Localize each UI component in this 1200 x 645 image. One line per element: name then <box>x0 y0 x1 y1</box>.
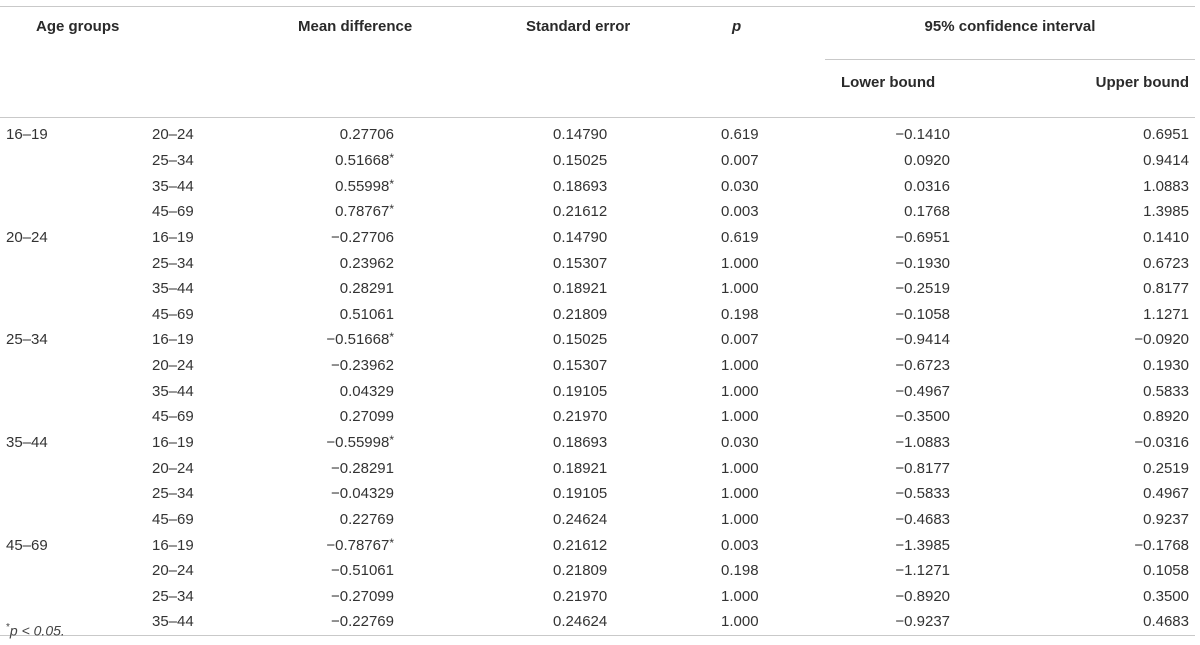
cell-compare-group: 16–19 <box>152 228 194 246</box>
cell-compare-group: 25–34 <box>152 485 194 503</box>
cell-lower-bound: −0.8920 <box>895 587 950 605</box>
cell-standard-error: 0.21809 <box>553 562 608 580</box>
cell-age-group <box>0 558 152 584</box>
cell-standard-error: 0.15307 <box>553 357 608 375</box>
cell-compare-group: 35–44 <box>152 609 262 635</box>
cell-standard-error: 0.19105 <box>553 382 608 400</box>
table-row <box>0 507 1195 533</box>
cell-compare-group: 35–44 <box>152 177 194 195</box>
cell-lower-bound: −0.6723 <box>895 357 950 375</box>
cell-standard-error: 0.21970 <box>553 408 608 426</box>
cell-upper-bound: 0.2519 <box>1143 459 1189 477</box>
cell-standard-error: 0.21612 <box>553 536 608 554</box>
cell-p-value: 0.030 <box>721 434 759 451</box>
cell-upper-bound: 1.3985 <box>1143 203 1189 221</box>
header-ci: 95% confidence interval <box>825 7 1195 60</box>
table-row <box>0 558 1195 584</box>
cell-upper-bound: 0.6723 <box>1143 254 1189 272</box>
cell-p-value: 0.198 <box>721 562 759 580</box>
cell-lower-bound: −0.1930 <box>895 254 950 272</box>
table-row <box>0 430 1195 456</box>
cell-compare-group: 35–44 <box>152 280 194 298</box>
cell-lower-bound: −1.0883 <box>895 434 950 451</box>
cell-compare-group: 20–24 <box>152 459 194 477</box>
cell-p-value: 1.000 <box>721 485 759 503</box>
cell-mean-difference: −0.27099 <box>331 587 394 605</box>
cell-p-value: 0.007 <box>721 331 759 349</box>
cell-age-group <box>0 301 152 327</box>
cell-p-value: 0.030 <box>721 177 759 195</box>
cell-mean-difference: 0.23962 <box>339 254 394 272</box>
table-row <box>0 378 1195 404</box>
significance-star: * <box>389 433 394 447</box>
table-row <box>0 250 1195 276</box>
header-standard-error: Standard error <box>462 7 705 60</box>
table-row <box>0 118 1195 148</box>
cell-p-value: 1.000 <box>721 357 759 375</box>
cell-p-value: 0.198 <box>721 305 759 323</box>
cell-standard-error: 0.24624 <box>553 510 608 528</box>
cell-standard-error: 0.21809 <box>553 305 608 323</box>
cell-age-group <box>0 507 152 533</box>
header-lower-bound: Lower bound <box>825 60 1010 118</box>
cell-lower-bound: 0.0316 <box>904 177 950 195</box>
cell-p-value: 1.000 <box>721 510 759 528</box>
cell-p-value: 1.000 <box>721 408 759 426</box>
cell-compare-group: 35–44 <box>152 382 194 400</box>
cell-compare-group: 20–24 <box>152 562 194 580</box>
cell-compare-group: 45–69 <box>152 510 194 528</box>
cell-mean-difference: −0.27706 <box>331 228 394 246</box>
table-row <box>0 173 1195 199</box>
cell-standard-error: 0.18921 <box>553 459 608 477</box>
header-p: p <box>705 7 825 60</box>
table-row <box>0 276 1195 302</box>
cell-compare-group: 20–24 <box>152 357 194 375</box>
cell-upper-bound: 0.3500 <box>1143 587 1189 605</box>
cell-upper-bound: 0.1410 <box>1143 228 1189 246</box>
cell-mean-difference: 0.22769 <box>339 510 394 528</box>
cell-age-group <box>0 250 152 276</box>
cell-compare-group: 45–69 <box>152 203 194 221</box>
cell-compare-group: 25–34 <box>152 151 194 169</box>
table-row <box>0 584 1195 610</box>
cell-p-value: 1.000 <box>721 587 759 605</box>
cell-lower-bound: −0.5833 <box>895 485 950 503</box>
cell-lower-bound: −1.3985 <box>895 536 950 554</box>
cell-lower-bound: −1.1271 <box>895 562 950 580</box>
cell-lower-bound: −0.3500 <box>895 408 950 426</box>
cell-age-group <box>0 276 152 302</box>
table-row <box>0 404 1195 430</box>
table-row <box>0 199 1195 225</box>
cell-mean-difference: 0.55998* <box>335 176 394 195</box>
cell-age-group <box>0 199 152 225</box>
cell-upper-bound: −0.0316 <box>1134 434 1189 451</box>
cell-compare-group: 16–19 <box>152 331 194 349</box>
cell-mean-difference: −0.51668* <box>326 330 394 349</box>
cell-p-value: 1.000 <box>721 280 759 298</box>
cell-age-group <box>0 481 152 507</box>
cell-mean-difference: −0.04329 <box>331 485 394 503</box>
cell-upper-bound: 0.8920 <box>1143 408 1189 426</box>
cell-compare-group: 25–34 <box>152 587 194 605</box>
cell-upper-bound: −0.0920 <box>1134 331 1189 349</box>
significance-star: * <box>389 176 394 191</box>
cell-age-group <box>0 404 152 430</box>
cell-standard-error: 0.24624 <box>462 609 705 635</box>
cell-p-value: 0.007 <box>721 151 759 169</box>
cell-age-group <box>0 584 152 610</box>
table-row <box>0 481 1195 507</box>
table-row <box>0 225 1195 251</box>
cell-age-group: 20–24 <box>6 228 48 246</box>
cell-standard-error: 0.19105 <box>553 485 608 503</box>
footnote-text: p < 0.05. <box>9 622 65 639</box>
table-row <box>0 148 1195 174</box>
cell-p-value: 0.003 <box>721 536 759 554</box>
cell-standard-error: 0.15025 <box>553 151 608 169</box>
significance-star: * <box>389 330 394 345</box>
table-row <box>0 609 1195 635</box>
cell-compare-group: 20–24 <box>152 126 194 144</box>
cell-lower-bound: −0.9237 <box>825 609 1010 635</box>
cell-lower-bound: −0.4967 <box>895 382 950 400</box>
cell-mean-difference: 0.28291 <box>339 280 394 298</box>
cell-age-group: 45–69 <box>6 536 48 554</box>
cell-age-group: 35–44 <box>6 434 48 451</box>
header-upper-bound: Upper bound <box>1010 60 1195 118</box>
cell-upper-bound: 0.1058 <box>1143 562 1189 580</box>
cell-standard-error: 0.21970 <box>553 587 608 605</box>
header-spacer <box>0 60 825 118</box>
cell-mean-difference: −0.23962 <box>331 357 394 375</box>
significance-star: * <box>389 535 394 550</box>
cell-mean-difference: −0.22769 <box>262 609 462 635</box>
cell-standard-error: 0.21612 <box>553 203 608 221</box>
cell-p-value: 1.000 <box>721 254 759 272</box>
significance-star: * <box>389 202 394 217</box>
cell-mean-difference: 0.51668* <box>335 150 394 169</box>
cell-lower-bound: −0.4683 <box>895 510 950 528</box>
cell-mean-difference: 0.27706 <box>339 126 394 144</box>
cell-upper-bound: 0.5833 <box>1143 382 1189 400</box>
cell-compare-group: 45–69 <box>152 305 194 323</box>
cell-mean-difference: 0.27099 <box>339 408 394 426</box>
cell-age-group <box>0 378 152 404</box>
significance-star: * <box>389 150 394 165</box>
cell-p-value: 1.000 <box>705 609 825 635</box>
cell-age-group: 16–19 <box>6 126 48 144</box>
cell-p-value: 1.000 <box>721 382 759 400</box>
table-row <box>0 353 1195 379</box>
cell-mean-difference: 0.51061 <box>339 305 394 323</box>
cell-standard-error: 0.14790 <box>553 126 608 144</box>
cell-age-group: 25–34 <box>6 331 48 349</box>
cell-lower-bound: −0.2519 <box>895 280 950 298</box>
cell-upper-bound: 1.1271 <box>1143 305 1189 323</box>
cell-upper-bound: 0.4683 <box>1010 609 1195 635</box>
table-row <box>0 327 1195 353</box>
cell-p-value: 0.003 <box>721 203 759 221</box>
cell-compare-group: 16–19 <box>152 536 194 554</box>
table-row <box>0 455 1195 481</box>
cell-mean-difference: 0.04329 <box>339 382 394 400</box>
results-table <box>0 6 1195 636</box>
cell-upper-bound: 1.0883 <box>1143 177 1189 195</box>
cell-standard-error: 0.18921 <box>553 280 608 298</box>
cell-mean-difference: −0.28291 <box>331 459 394 477</box>
cell-lower-bound: 0.0920 <box>904 151 950 169</box>
cell-p-value: 1.000 <box>721 459 759 477</box>
cell-mean-difference: −0.55998* <box>326 433 394 451</box>
cell-standard-error: 0.15307 <box>553 254 608 272</box>
cell-mean-difference: −0.51061 <box>331 562 394 580</box>
cell-compare-group: 45–69 <box>152 408 194 426</box>
cell-lower-bound: 0.1768 <box>904 203 950 221</box>
cell-compare-group: 25–34 <box>152 254 194 272</box>
cell-upper-bound: 0.9237 <box>1143 510 1189 528</box>
cell-age-group <box>0 455 152 481</box>
header-mean-difference: Mean difference <box>262 7 462 60</box>
cell-lower-bound: −0.1410 <box>895 126 950 144</box>
cell-lower-bound: −0.6951 <box>895 228 950 246</box>
table-row <box>0 532 1195 558</box>
cell-upper-bound: 0.9414 <box>1143 151 1189 169</box>
cell-lower-bound: −0.8177 <box>895 459 950 477</box>
cell-mean-difference: 0.78767* <box>335 202 394 221</box>
cell-age-group <box>0 173 152 199</box>
footnote-star: * <box>6 622 10 633</box>
cell-upper-bound: 0.8177 <box>1143 280 1189 298</box>
cell-upper-bound: −0.1768 <box>1134 536 1189 554</box>
cell-age-group <box>0 353 152 379</box>
cell-standard-error: 0.15025 <box>553 331 608 349</box>
cell-p-value: 0.619 <box>721 126 759 144</box>
cell-standard-error: 0.14790 <box>553 228 608 246</box>
cell-compare-group: 16–19 <box>152 434 194 451</box>
footnote <box>6 622 65 639</box>
cell-age-group <box>0 148 152 174</box>
cell-upper-bound: 0.6951 <box>1143 126 1189 144</box>
cell-standard-error: 0.18693 <box>553 434 608 451</box>
table-body <box>0 118 1195 636</box>
cell-p-value: 0.619 <box>721 228 759 246</box>
cell-mean-difference: −0.78767* <box>326 535 394 554</box>
table-row <box>0 301 1195 327</box>
header-age-groups: Age groups <box>0 7 262 60</box>
cell-upper-bound: 0.4967 <box>1143 485 1189 503</box>
cell-upper-bound: 0.1930 <box>1143 357 1189 375</box>
cell-lower-bound: −0.9414 <box>895 331 950 349</box>
cell-lower-bound: −0.1058 <box>895 305 950 323</box>
cell-standard-error: 0.18693 <box>553 177 608 195</box>
